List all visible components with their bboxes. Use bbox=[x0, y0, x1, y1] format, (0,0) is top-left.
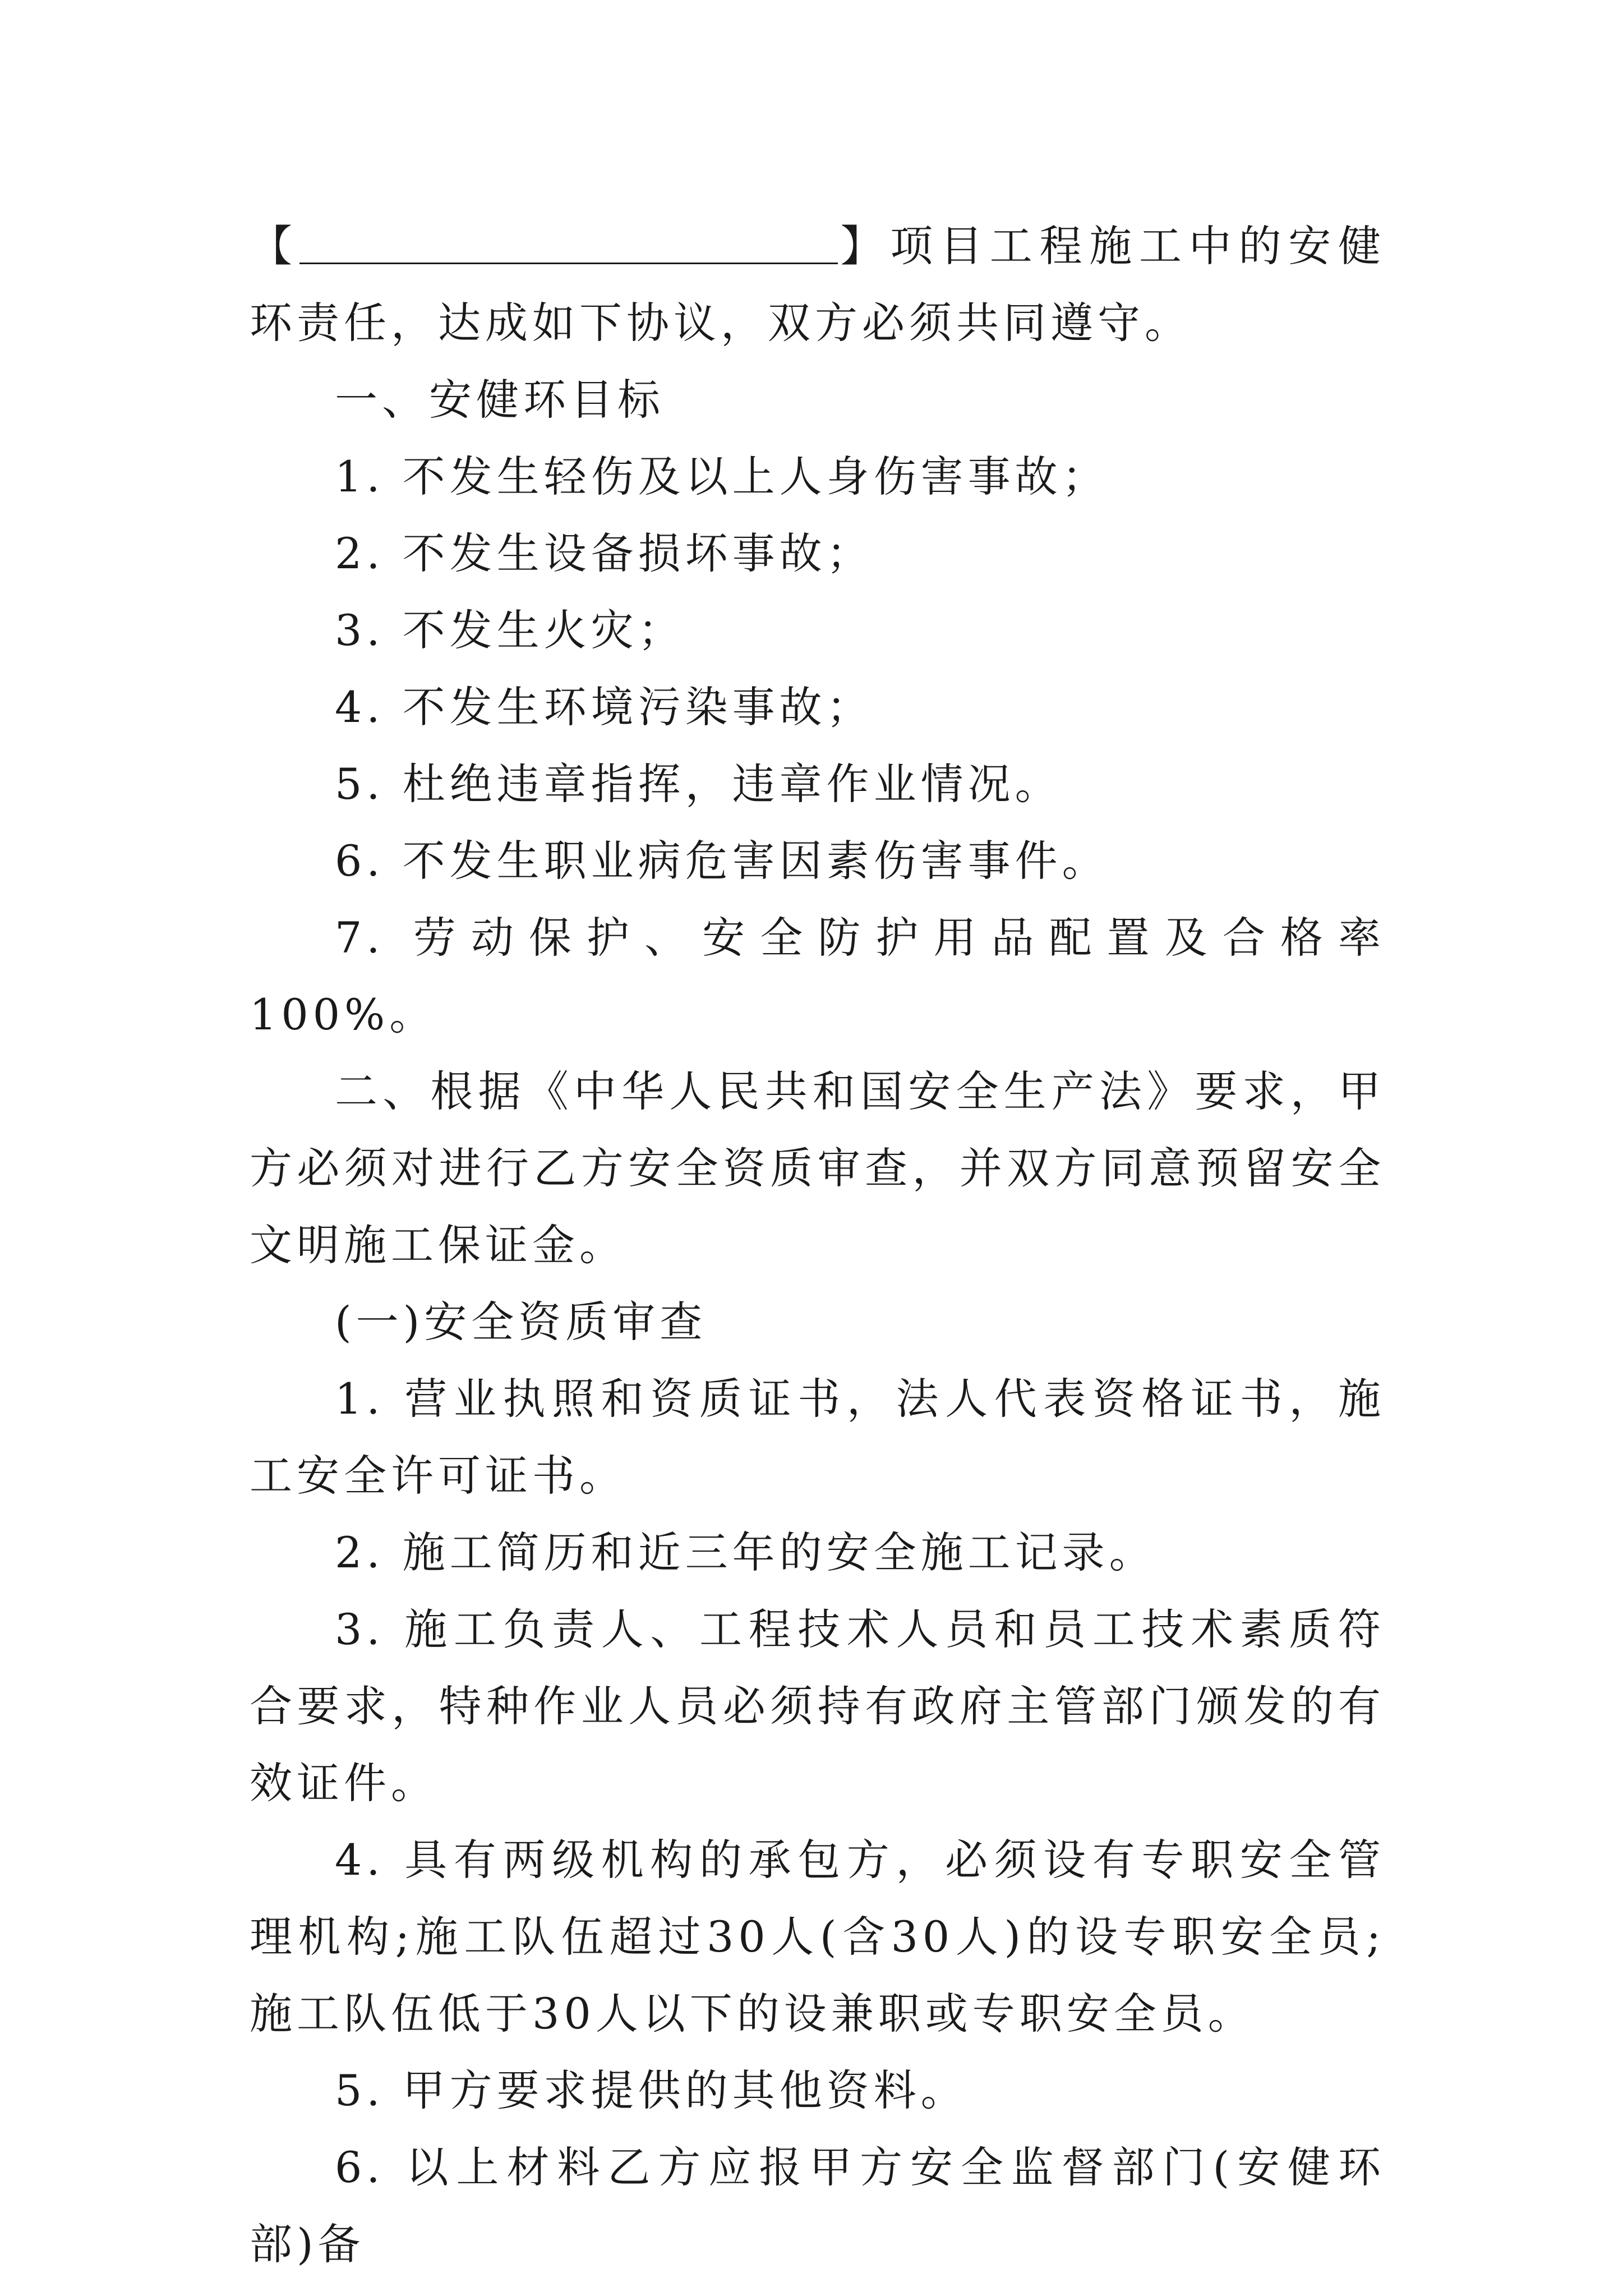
goal-item: 4. 不发生环境污染事故； bbox=[335, 682, 874, 732]
goal-item: 3. 不发生火灾； bbox=[335, 605, 685, 655]
review-item: 4. 具有两级机构的承包方，必须设有专职安全管理机构;施工队伍超过30人(含30人)的设专职安全员;施工队伍低于30人以下的设兼职或专职安全员。 bbox=[250, 1835, 1385, 2039]
bracket-close: 】 bbox=[837, 221, 891, 271]
goal-item: 2. 不发生设备损坏事故； bbox=[335, 528, 874, 578]
section2-paragraph: 二、根据《中华人民共和国安全生产法》要求，甲方必须对进行乙方安全资质审查，并双方同意预留安全文明施工保证金。 bbox=[250, 1066, 1385, 1270]
review-item: 2. 施工简历和近三年的安全施工记录。 bbox=[335, 1527, 1156, 1577]
goal-item: 5. 杜绝违章指挥，违章作业情况。 bbox=[335, 759, 1062, 809]
goal-item: 7. 劳动保护、安全防护用品配置及合格率100%。 bbox=[250, 913, 1385, 1039]
review-item: 3. 施工负责人、工程技术人员和员工技术素质符合要求，特种作业人员必须持有政府主管部门颁发的有效证件。 bbox=[250, 1604, 1385, 1808]
goal-item: 1. 不发生轻伤及以上人身伤害事故； bbox=[335, 452, 1109, 501]
review-item: 6. 以上材料乙方应报甲方安全监督部门(安健环部)备 bbox=[250, 2142, 1385, 2269]
subsection1-title: (一)安全资质审查 bbox=[335, 1297, 707, 1347]
document-body bbox=[250, 208, 1385, 2283]
opening-text: 项目工程施工中的安健环责任，达成如下协议，双方必须共同遵守。 bbox=[250, 221, 1385, 348]
review-item: 1. 营业执照和资质证书，法人代表资格证书，施工安全许可证书。 bbox=[250, 1374, 1385, 1501]
section1-title: 一、安健环目标 bbox=[335, 375, 665, 425]
review-item: 5. 甲方要求提供的其他资料。 bbox=[335, 2065, 968, 2115]
goal-item: 6. 不发生职业病危害因素伤害事件。 bbox=[335, 836, 1109, 886]
opening-paragraph bbox=[250, 208, 1385, 361]
bracket-open: 【 bbox=[250, 221, 299, 271]
project-name-blank bbox=[299, 223, 838, 264]
